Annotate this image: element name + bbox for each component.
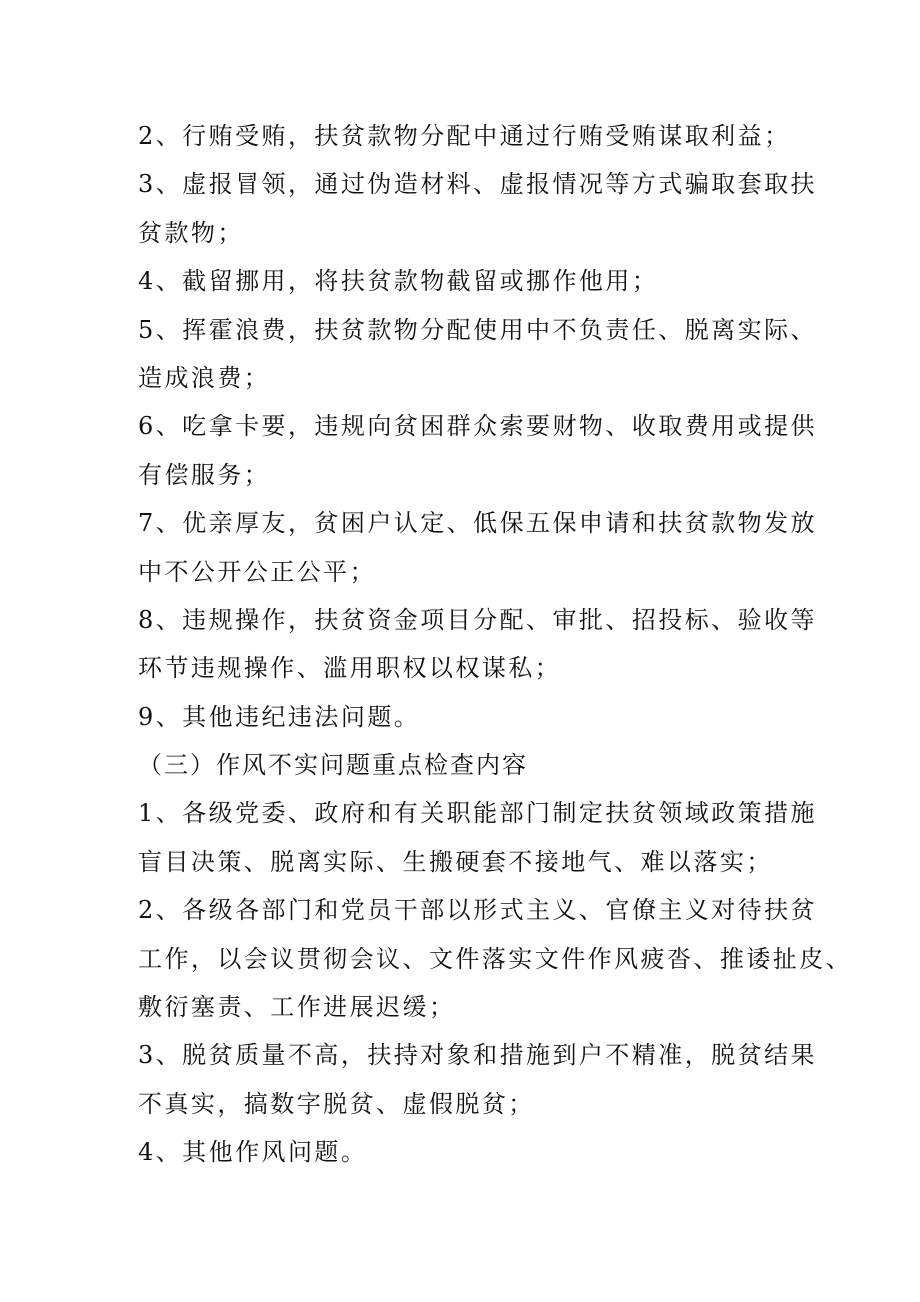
text-line: 环节违规操作、滥用职权以权谋私； <box>138 654 562 683</box>
text-line: 有偿服务； <box>138 460 271 489</box>
text-line: 盲目决策、脱离实际、生搬硬套不接地气、难以落实； <box>138 847 773 876</box>
text-line: 造成浪费； <box>138 363 271 392</box>
text-line: 9、其他违纪违法问题。 <box>138 702 421 731</box>
text-line: 中不公开公正公平； <box>138 557 377 586</box>
text-line: 工作，以会议贯彻会议、文件落实文件作风疲沓、推诿扯皮、 <box>138 944 853 973</box>
text-line: 7、优亲厚友，贫困户认定、低保五保申请和扶贫款物发放 <box>138 509 817 538</box>
text-line: 1、各级党委、政府和有关职能部门制定扶贫领域政策措施 <box>138 799 817 828</box>
text-line: 2、行贿受贿，扶贫款物分配中通过行贿受贿谋取利益； <box>138 122 791 150</box>
text-line: 6、吃拿卡要，违规向贫困群众索要财物、收取费用或提供 <box>138 412 817 441</box>
document-body <box>138 112 853 1177</box>
text-line: 贫款物； <box>138 218 244 247</box>
text-line: 2、各级各部门和党员干部以形式主义、官僚主义对待扶贫 <box>138 896 817 925</box>
text-line: 8、违规操作，扶贫资金项目分配、审批、招投标、验收等 <box>138 605 817 634</box>
text-line: 4、截留挪用，将扶贫款物截留或挪作他用； <box>138 267 659 296</box>
text-line: 不真实，搞数字脱贫、虚假脱贫； <box>138 1089 535 1118</box>
text-line: 敷衍塞责、工作进展迟缓； <box>138 993 456 1022</box>
text-line: 5、挥霍浪费，扶贫款物分配使用中不负责任、脱离实际、 <box>138 315 817 344</box>
section-heading: （三）作风不实问题重点检查内容 <box>138 751 528 780</box>
text-line: 3、虚报冒领，通过伪造材料、虚报情况等方式骗取套取扶 <box>138 170 817 199</box>
text-line: 4、其他作风问题。 <box>138 1138 368 1167</box>
text-line: 3、脱贫质量不高，扶持对象和措施到户不精准，脱贫结果 <box>138 1041 817 1070</box>
